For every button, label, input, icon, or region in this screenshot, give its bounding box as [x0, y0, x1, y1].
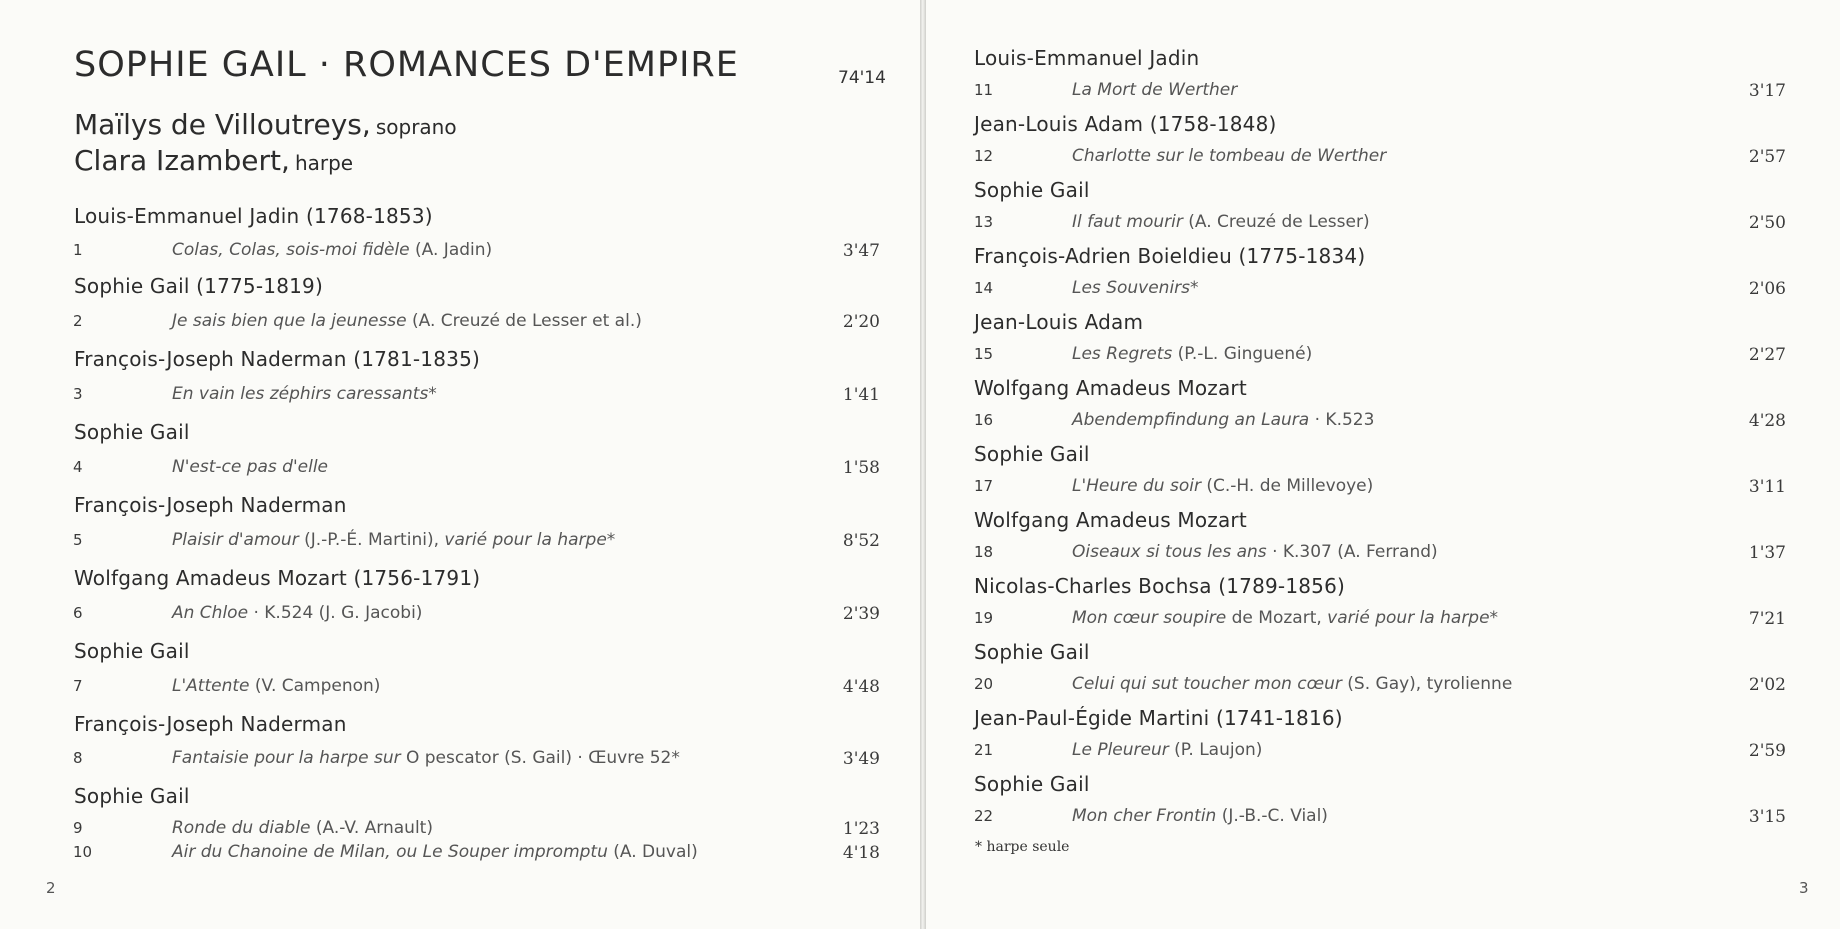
track-duration: 2'27 — [1748, 345, 1786, 365]
track-duration: 8'52 — [842, 531, 880, 551]
composer-heading: Louis-Emmanuel Jadin (1768-1853) — [74, 204, 433, 228]
work-title-italic: Fantaisie pour la harpe sur — [172, 748, 406, 768]
work-title-italic: N'est-ce pas d'elle — [172, 457, 329, 477]
track-duration: 2'57 — [1748, 147, 1786, 167]
album-title: SOPHIE GAIL · ROMANCES D'EMPIRE — [74, 45, 739, 85]
composer-heading: Sophie Gail — [974, 178, 1090, 202]
work-credit: (P. Laujon) — [1174, 740, 1263, 760]
track-number: 12 — [974, 147, 994, 165]
track-number: 15 — [974, 345, 994, 363]
work-title-italic: L'Attente — [172, 676, 255, 696]
track-title — [1072, 476, 1373, 496]
work-title-italic: La Mort de Werther — [1072, 80, 1238, 100]
work-credit: (V. Campenon) — [254, 676, 381, 696]
work-title-italic: Colas, Colas, sois-moi fidèle — [172, 240, 416, 260]
track-title — [1072, 146, 1386, 166]
track-number: 9 — [73, 819, 83, 837]
work-title-italic: Mon cher Frontin — [1072, 806, 1222, 826]
track-number: 8 — [73, 749, 83, 767]
work-title-italic: Plaisir d'amour — [172, 530, 305, 550]
track-duration: 1'23 — [842, 819, 880, 839]
page-number-left: 2 — [46, 879, 56, 897]
track-number: 1 — [73, 241, 83, 259]
composer-heading: Sophie Gail — [74, 420, 190, 444]
work-title-italic: varié pour la harpe* — [1327, 608, 1499, 628]
track-duration: 3'49 — [842, 749, 880, 769]
work-title-italic: Le Pleureur — [1072, 740, 1175, 760]
page-number-right: 3 — [1799, 879, 1809, 897]
composer-heading: Wolfgang Amadeus Mozart — [974, 376, 1247, 400]
footnote: * harpe seule — [975, 839, 1070, 855]
track-title — [1072, 344, 1312, 364]
track-duration: 4'28 — [1748, 411, 1786, 431]
track-title — [172, 240, 492, 260]
composer-heading: Wolfgang Amadeus Mozart — [974, 508, 1247, 532]
composer-heading: Jean-Louis Adam (1758-1848) — [974, 112, 1277, 136]
work-credit: · K.524 (J. G. Jacobi) — [253, 603, 423, 623]
track-duration: 2'39 — [842, 604, 880, 624]
track-duration: 3'17 — [1748, 81, 1786, 101]
composer-heading: François-Joseph Naderman — [74, 712, 347, 736]
composer-heading: François-Joseph Naderman — [74, 493, 347, 517]
composer-heading: Sophie Gail — [74, 784, 190, 808]
composer-heading: Sophie Gail — [974, 442, 1090, 466]
track-duration: 2'02 — [1748, 675, 1786, 695]
track-duration: 1'41 — [842, 385, 880, 405]
track-number: 16 — [974, 411, 994, 429]
track-number: 13 — [974, 213, 994, 231]
track-title — [1072, 608, 1498, 628]
work-credit: (A. Duval) — [613, 842, 698, 862]
track-number: 4 — [73, 458, 83, 476]
track-number: 21 — [974, 741, 994, 759]
track-number: 10 — [73, 843, 93, 861]
track-title — [172, 457, 328, 477]
work-title-italic: Mon cœur soupire — [1072, 608, 1232, 628]
composer-heading: Jean-Louis Adam — [974, 310, 1144, 334]
work-title-italic: Air du Chanoine de Milan, ou Le Souper impromptu — [172, 842, 614, 862]
track-number: 17 — [974, 477, 994, 495]
track-title — [172, 311, 642, 331]
composer-heading: Louis-Emmanuel Jadin — [974, 46, 1200, 70]
track-number: 2 — [73, 312, 83, 330]
work-title-italic: Oiseaux si tous les ans — [1072, 542, 1273, 562]
composer-heading: François-Joseph Naderman (1781-1835) — [74, 347, 481, 371]
work-title-italic: Il faut mourir — [1072, 212, 1189, 232]
track-duration: 3'47 — [842, 241, 880, 261]
work-title-italic: Ronde du diable — [172, 818, 316, 838]
composer-heading: Wolfgang Amadeus Mozart (1756-1791) — [74, 566, 481, 590]
performer-1-name: Maïlys de Villoutreys, — [74, 108, 371, 141]
work-credit: · K.307 (A. Ferrand) — [1272, 542, 1438, 562]
track-number: 19 — [974, 609, 994, 627]
composer-heading: Jean-Paul-Égide Martini (1741-1816) — [974, 706, 1343, 730]
composer-heading: François-Adrien Boieldieu (1775-1834) — [974, 244, 1366, 268]
right-page — [926, 0, 1840, 929]
track-number: 11 — [974, 81, 994, 99]
work-title-italic: Je sais bien que la jeunesse — [172, 311, 413, 331]
track-title — [172, 384, 437, 404]
track-title — [172, 748, 680, 768]
track-title — [1072, 212, 1370, 232]
track-title — [1072, 410, 1374, 430]
work-credit: (A. Creuzé de Lesser et al.) — [412, 311, 642, 331]
work-title-italic: L'Heure du soir — [1072, 476, 1207, 496]
performer-2-role: harpe — [294, 151, 354, 175]
work-credit: (S. Gay), tyrolienne — [1347, 674, 1513, 694]
track-duration: 2'50 — [1748, 213, 1786, 233]
track-title — [172, 842, 698, 862]
performer-1 — [74, 108, 457, 141]
track-title — [1072, 740, 1262, 760]
track-number: 14 — [974, 279, 994, 297]
track-title — [172, 818, 433, 838]
work-title-italic: Celui qui sut toucher mon cœur — [1072, 674, 1348, 694]
work-title-italic: Abendempfindung an Laura — [1072, 410, 1315, 430]
track-duration: 1'58 — [842, 458, 880, 478]
work-credit: (A. Jadin) — [415, 240, 493, 260]
track-number: 22 — [974, 807, 994, 825]
total-time: 74'14 — [838, 68, 886, 88]
work-title-italic: Les Souvenirs* — [1072, 278, 1199, 298]
performer-2 — [74, 144, 353, 177]
track-number: 18 — [974, 543, 994, 561]
work-credit: · K.523 — [1314, 410, 1375, 430]
track-title — [1072, 278, 1199, 298]
work-credit: (J.-B.-C. Vial) — [1221, 806, 1328, 826]
track-duration: 2'20 — [842, 312, 880, 332]
work-credit: (C.-H. de Millevoye) — [1206, 476, 1374, 496]
track-number: 20 — [974, 675, 994, 693]
track-duration: 2'06 — [1748, 279, 1786, 299]
track-duration: 3'11 — [1748, 477, 1786, 497]
track-title — [1072, 674, 1512, 694]
composer-heading: Sophie Gail (1775-1819) — [74, 274, 323, 298]
track-duration: 2'59 — [1748, 741, 1786, 761]
track-title — [1072, 80, 1237, 100]
work-title-italic: Les Regrets — [1072, 344, 1178, 364]
track-title — [172, 530, 615, 550]
track-title — [1072, 806, 1328, 826]
composer-heading: Sophie Gail — [74, 639, 190, 663]
track-number: 3 — [73, 385, 83, 403]
work-title-italic: Charlotte sur le tombeau de Werther — [1072, 146, 1387, 166]
track-duration: 1'37 — [1748, 543, 1786, 563]
track-number: 6 — [73, 604, 83, 622]
work-credit: de Mozart, — [1231, 608, 1328, 628]
track-duration: 4'18 — [842, 843, 880, 863]
track-title — [172, 603, 422, 623]
track-title — [1072, 542, 1438, 562]
work-credit: (P.-L. Ginguené) — [1177, 344, 1313, 364]
track-number: 7 — [73, 677, 83, 695]
work-credit: (A.-V. Arnault) — [315, 818, 433, 838]
work-credit: (A. Creuzé de Lesser) — [1188, 212, 1370, 232]
composer-heading: Sophie Gail — [974, 640, 1090, 664]
work-title-italic: An Chloe — [172, 603, 254, 623]
composer-heading: Sophie Gail — [974, 772, 1090, 796]
work-credit: (J.-P.-É. Martini), — [304, 530, 445, 550]
track-title — [172, 676, 380, 696]
performer-2-name: Clara Izambert, — [74, 144, 290, 177]
track-duration: 3'15 — [1748, 807, 1786, 827]
composer-heading: Nicolas-Charles Bochsa (1789-1856) — [974, 574, 1346, 598]
work-title-italic: En vain les zéphirs caressants* — [172, 384, 437, 404]
work-credit: O pescator (S. Gail) · Œuvre 52* — [405, 748, 680, 768]
track-duration: 7'21 — [1748, 609, 1786, 629]
track-number: 5 — [73, 531, 83, 549]
work-title-italic: varié pour la harpe* — [444, 530, 616, 550]
track-duration: 4'48 — [842, 677, 880, 697]
performer-1-role: soprano — [375, 115, 457, 139]
